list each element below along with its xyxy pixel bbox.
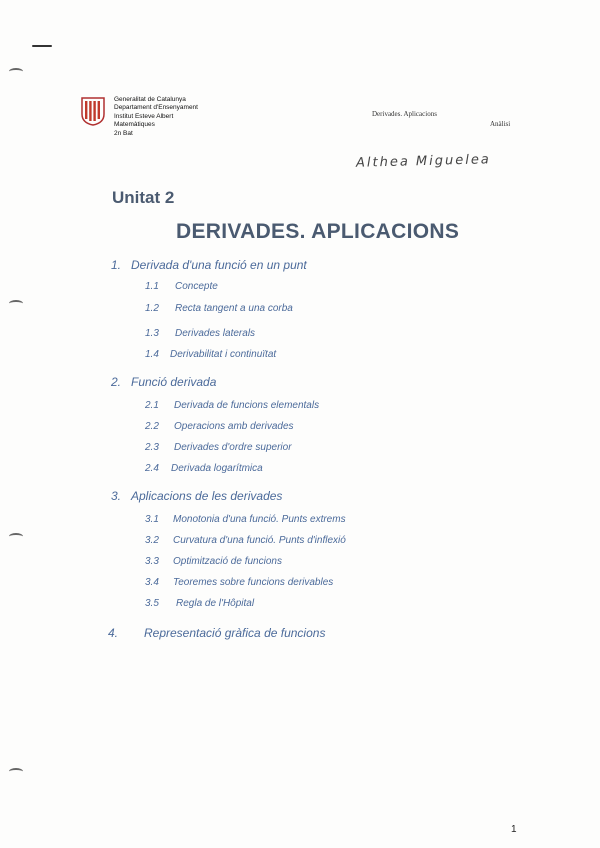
unit-label: Unitat 2 [112,188,175,207]
item-number: 1.4 [145,349,159,360]
student-name-handwritten: Althea Miguelea [355,152,492,171]
item-label: Derivada de funcions elementals [174,400,320,411]
item-label: Concepte [175,281,218,292]
institution-line: Institut Esteve Albert [114,112,174,120]
item-number: 2.1 [145,400,159,411]
institution-line: Generalitat de Catalunya [114,96,186,103]
item-number: 3.1 [145,514,159,525]
item-number: 2.2 [145,421,159,432]
toc-section [108,626,325,640]
section-title: Derivada d'una funció en un punt [131,258,307,272]
toc-section [111,375,216,389]
item-label: Recta tangent a una corba [175,303,293,314]
item-label: Optimització de funcions [173,556,282,567]
item-label: Derivades d'ordre superior [174,442,292,453]
item-number: 3.3 [145,556,159,567]
toc-item [145,349,276,360]
section-title: Funció derivada [131,375,217,389]
item-label: Derivada logarítmica [171,463,263,474]
section-number: 4. [108,626,119,640]
item-number: 3.4 [145,577,159,588]
institution-line: Matemàtiques [114,121,155,129]
header-topic: Derivades. Aplicacions [372,110,437,118]
item-number: 3.2 [145,535,159,546]
section-title: Aplicacions de les derivades [131,489,283,503]
section-number: 1. [111,258,122,272]
section-number: 2. [111,375,122,389]
punch-hole-mark [9,300,23,307]
item-number: 1.2 [145,303,159,314]
toc-item [145,400,319,411]
page-number: 1 [511,824,517,835]
item-label: Derivades laterals [175,328,256,339]
institution-block [114,96,198,138]
toc-item [145,328,255,339]
toc-item [145,442,292,453]
item-label: Operacions amb derivades [174,421,294,432]
toc-section [111,489,282,503]
toc-section [111,258,307,272]
item-number: 3.5 [145,598,159,609]
generalitat-logo-icon [80,96,106,126]
item-label: Monotonia d'una funció. Punts extrems [173,514,346,525]
punch-hole-mark [9,68,23,75]
institution-line: 2n Bat [114,129,133,137]
toc-item [145,577,333,588]
toc-item [145,421,294,432]
punch-hole-mark [9,533,23,540]
item-number: 1.3 [145,328,159,339]
section-number: 3. [111,489,122,503]
toc-item [145,514,346,525]
toc-item [145,556,282,567]
scan-mark [32,45,52,47]
item-number: 2.4 [145,463,159,474]
toc-item [145,598,254,609]
institution-line: Departament d'Ensenyament [114,104,198,112]
item-label: Teoremes sobre funcions derivables [173,577,334,588]
item-label: Derivabilitat i continuïtat [170,349,277,360]
item-label: Curvatura d'una funció. Punts d'inflexió [173,535,346,546]
page-title: DERIVADES. APLICACIONS [176,220,460,243]
toc-item [145,535,346,546]
item-number: 1.1 [145,281,159,292]
punch-hole-mark [9,768,23,775]
toc-item [145,303,293,314]
toc-item [145,463,263,474]
toc-item [145,281,218,292]
header-area: Anàlisi [490,120,511,128]
item-label: Regla de l'Hôpital [176,598,255,609]
section-title: Representació gràfica de funcions [144,626,326,640]
item-number: 2.3 [145,442,159,453]
